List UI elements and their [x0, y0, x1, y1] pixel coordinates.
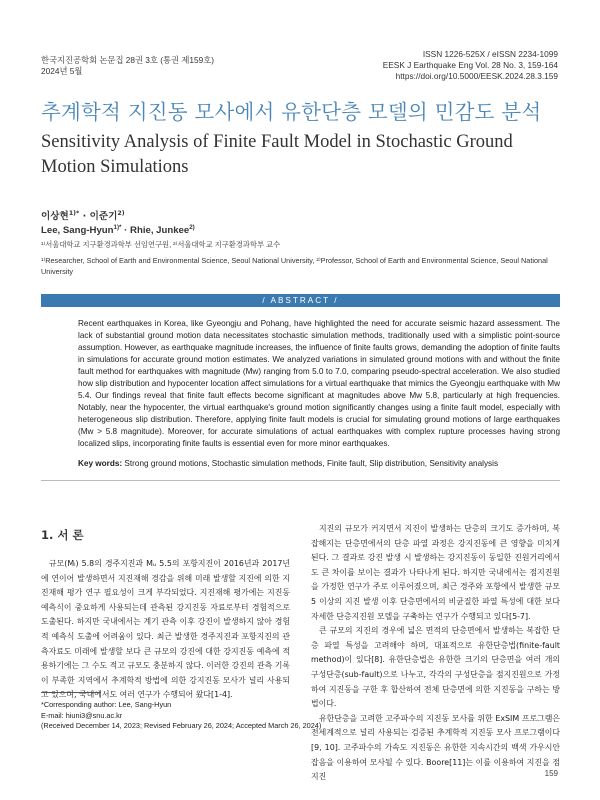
title-korean: 추계학적 지진동 모사에서 유한단층 모델의 민감도 분석: [41, 100, 542, 124]
abstract-body: Recent earthquakes in Korea, like Gyeongju and Pohang, have highlighted the need for accurate seismic hazard assessment. The lack of substantial ground motion data necessitates stochastic simulation methods, traditionally used with a simplistic point-source assumption. However, as earthquake magnitude increases, the influence of finite faults grows, demanding the adoption of finite faults in simulations for accurate ground motion estimates. We analyzed variations in simulated ground motions with and without the finite fault method for earthquakes with magnitude (Mw) ranging from 5.0 to 7.0, comparing pseudo-spectral acceleration. We also studied how slip distribution and hypocenter location affect simulations for a virtual earthquake that mimics the Gyeongju earthquake with Mw 5.4. Our findings reveal that finite fault effects become significant at magnitudes above Mw 5.8, particularly at high frequencies. Notably, near the hypocenter, the virtual earthquake's ground motion significantly changes using a finite fault model, especially with heterogeneous slip distribution. Therefore, applying finite fault models is crucial for simulating ground motions of large earthquakes (Mw > 5.8 magnitude). Moreover, for accurate simulations of actual earthquakes with complex rupture processes having strong localized slips, incorporating finite faults is essential even for more minor earthquakes.: [78, 319, 560, 448]
divider: [41, 480, 560, 481]
journal-header-right: [383, 49, 558, 82]
author-1-en: Lee, Sang-Hyun: [41, 225, 114, 237]
journal-header-left: [41, 55, 214, 77]
title-english: Sensitivity Analysis of Finite Fault Model in Stochastic Ground Motion Simulations: [41, 132, 513, 177]
author-separator: ·: [124, 225, 131, 237]
author-2-en-sup: 2): [189, 224, 195, 231]
intro-paragraph-3: 큰 규모의 지진의 경우에 넓은 면적의 단층면에서 발생하는 복잡한 단층 파열 특성을 고려해야 하며, 대표적으로 유한단층법(finite-fault method)이 있다[8]. 유한단층법은 유한한 크기의 단층면을 여러 개의 구성단층(sub-fault)으로 나누고, 각각의 구성단층을 점지진원으로 가정하여 지진동을 구한 후 합산하여 전체 단층면에 의한 지진동을 구하는 방법이다.: [311, 626, 560, 709]
author-2-ko-sup: 2): [117, 209, 125, 217]
affiliation-english: ¹⁾Researcher, School of Earth and Environmental Science, Seoul National University, ²⁾Professor, School of Earth and Environmental Science, Seoul National University: [41, 256, 548, 276]
author-1-ko: 이상현: [41, 211, 69, 222]
keywords: [78, 459, 560, 468]
intro-paragraph-1: 규모(Mₗ) 5.8의 경주지진과 Mᵤ 5.5의 포항지진이 2016년과 2017년에 연이어 발생하면서 지진재해 경감을 위해 미래 발생할 지진에 의한 지진재해 평가 연구 필요성이 크게 부각되었다. 지진재해 평가에는 지진동 예측식이 중요하게 사용되는데 관측된 강지진동 자료로부터 경험적으로 도출된다. 하지만 국내에서는 계기 관측 이후 강진이 발생하지 않아 경험적 예측식 도출에 어려움이 있다. 최근 발생한 경주지진과 포항지진의 관측자료도 미래에 발생할 보다 큰 규모의 강진에 대한 강지진동 예측에 적용하기에는 그 수도 적고 규모도 충분하지 않다. 이러한 강진의 관측 기록이 부족한 지역에서 추계학적 방법에 의한 강지진동 모사가 널리 사용되고 있으며, 국내에서도 여러 연구가 수행되어 왔다[1-4].: [41, 559, 290, 700]
intro-right-column: [311, 522, 560, 785]
author-2-en: Rhie, Junkee: [130, 225, 190, 237]
issue-date: 2024년 5월: [41, 66, 83, 76]
received-dates: (Received December 14, 2023; Revised February 26, 2024; Accepted March 26, 2024): [41, 721, 322, 730]
journal-name-ko: 한국지진공학회 논문집 28권 3호 (통권 제159호): [41, 55, 214, 65]
journal-name-en: EESK J Earthquake Eng Vol. 28 No. 3, 159-164: [382, 60, 558, 70]
corresponding-author: *Corresponding author: Lee, Sang-Hyun: [41, 700, 172, 709]
authors-korean: [41, 208, 125, 222]
keywords-label: Key words:: [78, 459, 123, 468]
section-title: 1. 서 론: [41, 528, 84, 542]
abstract-header-bar: / ABSTRACT /: [41, 294, 560, 307]
intro-paragraph-2: 지진의 규모가 커지면서 지진이 발생하는 단층의 크기도 증가하며, 복잡해지는 단층면에서의 단층 파열 과정은 강지진동에 큰 영향을 미치게 된다. 그 결과로 강진 발생 시 발생하는 강지진동이 동일한 진원거리에서도 큰 차이를 보이는 결과가 나타나게 된다. 하지만 국내에서는 점지진원을 가정한 연구가 주로 이루어졌으며, 최근 경주와 포항에서 발생한 규모 5 이상의 지진 발생 이후 단층면에서의 비균질한 파열 특성에 대한 보다 자세한 단층지진원 모델을 구축하는 연구가 수행되고 있다[5-7].: [311, 524, 560, 621]
intro-left-column: [41, 557, 290, 703]
email[interactable]: E-mail: hiuni3@snu.ac.kr: [41, 710, 123, 720]
authors-english: [41, 224, 195, 236]
footnote-divider: [41, 692, 101, 693]
page-number: 159: [544, 769, 558, 778]
author-1-en-sup: 1)*: [113, 224, 122, 231]
author-2-ko: 이준기: [89, 211, 118, 222]
affiliation-korean: ¹⁾서울대학교 지구환경과학부 선임연구원, ²⁾서울대학교 지구환경과학부 교수: [41, 240, 281, 249]
keywords-list: Strong ground motions, Stochastic simulation methods, Finite fault, Slip distribution, Sensitivity analysis: [124, 459, 499, 468]
footnote: [41, 700, 321, 732]
intro-paragraph-4: 유한단층을 고려한 고주파수의 지진동 모사를 위한 ExSIM 프로그램은 전세계적으로 널리 사용되는 검증된 추계학적 지진동 모사 프로그램이다 [9, 10]. 고주파수의 가속도 지진동은 유한한 지속시간의 백색 가우시안 잡음을 이용하여 모사될 수 있다. Boore[11]는 이를 이용하여 지진을 점지진: [311, 713, 560, 782]
author-1-ko-sup: 1)*: [68, 209, 80, 217]
issn: ISSN 1226-525X / eISSN 2234-1099: [422, 49, 558, 59]
author-separator: ·: [82, 211, 90, 222]
doi-link[interactable]: https://doi.org/10.5000/EESK.2024.28.3.159: [395, 71, 558, 81]
